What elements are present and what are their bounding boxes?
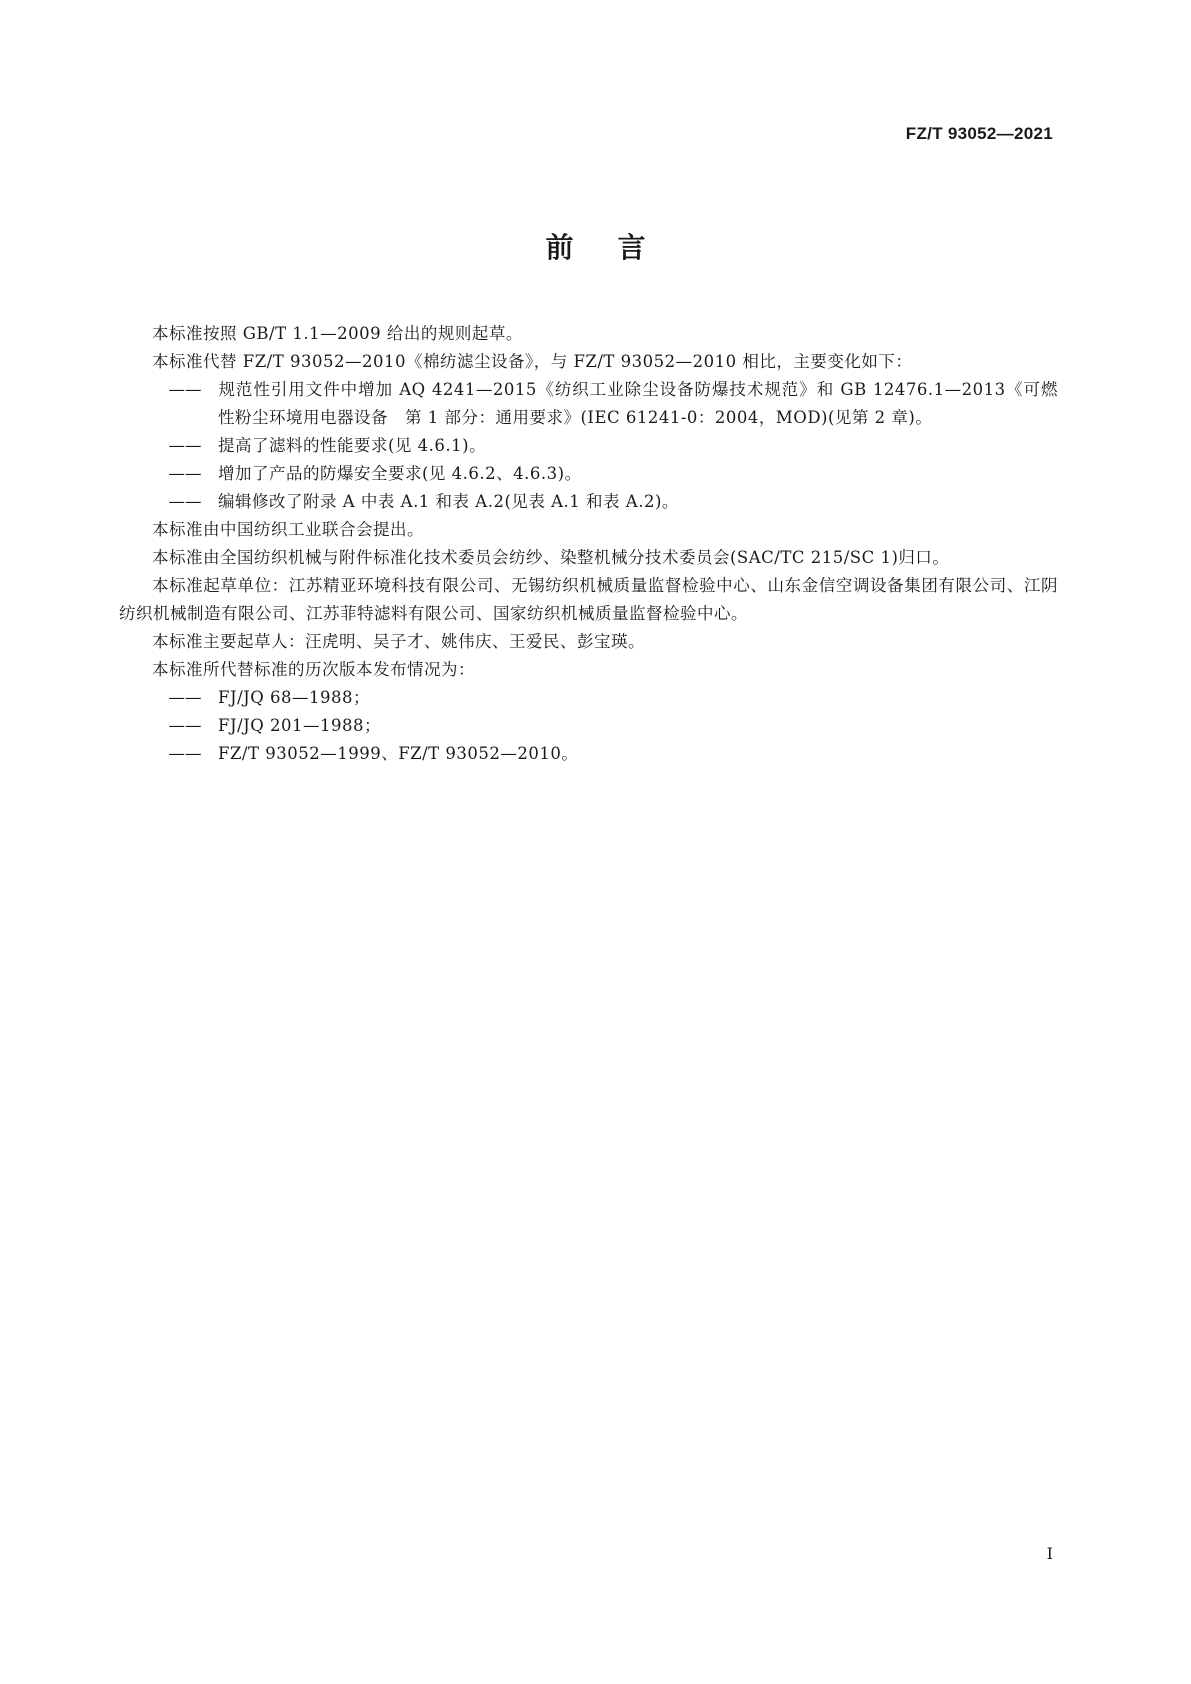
list-item-change-4 [119, 488, 1058, 516]
foreword-body [119, 320, 1058, 768]
paragraph-drafters: 本标准主要起草人：汪虎明、吴子才、姚伟庆、王爱民、彭宝瑛。 [152, 632, 645, 651]
list-item-text: FZ/T 93052—1999、FZ/T 93052—2010。 [218, 744, 579, 763]
dash-mark: —— [168, 688, 202, 707]
page-title: 前言 [545, 231, 690, 264]
dash-mark: —— [168, 744, 202, 763]
paragraph-drafting-rules: 本标准按照 GB/T 1.1—2009 给出的规则起草。 [152, 324, 523, 343]
list-item-edition-1 [119, 684, 1058, 712]
list-item-text: FJ/JQ 201—1988； [218, 716, 381, 735]
dash-mark: —— [168, 464, 202, 483]
dash-mark: —— [168, 436, 202, 455]
dash-mark: —— [168, 716, 202, 735]
paragraph-drafting-units: 本标准起草单位：江苏精亚环境科技有限公司、无锡纺织机械质量监督检验中心、山东金信空调设备集团有限公司、江阴纺织机械制造有限公司、江苏菲特滤料有限公司、国家纺织机械质量监督检验中心。 [119, 576, 1058, 623]
list-item-change-2 [119, 432, 1058, 460]
list-item-change-3 [119, 460, 1058, 488]
list-item-text: 增加了产品的防爆安全要求(见 4.6.2、4.6.3)。 [218, 464, 582, 483]
list-item-edition-3 [119, 740, 1058, 768]
list-item-text: 规范性引用文件中增加 AQ 4241—2015《纺织工业除尘设备防爆技术规范》和 GB 12476.1—2013《可燃性粉尘环境用电器设备 第 1 部分：通用要求》(IEC 61241-0：2004，MOD)(见第 2 章)。 [218, 380, 1058, 427]
paragraph-proposed-by: 本标准由中国纺织工业联合会提出。 [152, 520, 424, 539]
paragraph-previous-editions: 本标准所代替标准的历次版本发布情况为： [152, 660, 475, 679]
list-item-text: 编辑修改了附录 A 中表 A.1 和表 A.2(见表 A.1 和表 A.2)。 [218, 492, 679, 511]
dash-mark: —— [168, 380, 202, 399]
list-item-text: FJ/JQ 68—1988； [218, 688, 370, 707]
standard-code: FZ/T 93052—2021 [905, 124, 1053, 143]
page-number: I [1046, 1544, 1053, 1563]
list-item-edition-2 [119, 712, 1058, 740]
list-item-change-1 [119, 376, 1058, 432]
paragraph-replaces: 本标准代替 FZ/T 93052—2010《棉纺滤尘设备》，与 FZ/T 93052—2010 相比，主要变化如下： [152, 352, 913, 371]
list-item-text: 提高了滤料的性能要求(见 4.6.1)。 [218, 436, 487, 455]
dash-mark: —— [168, 492, 202, 511]
paragraph-under-jurisdiction: 本标准由全国纺织机械与附件标准化技术委员会纺纱、染整机械分技术委员会(SAC/TC 215/SC 1)归口。 [152, 548, 950, 567]
